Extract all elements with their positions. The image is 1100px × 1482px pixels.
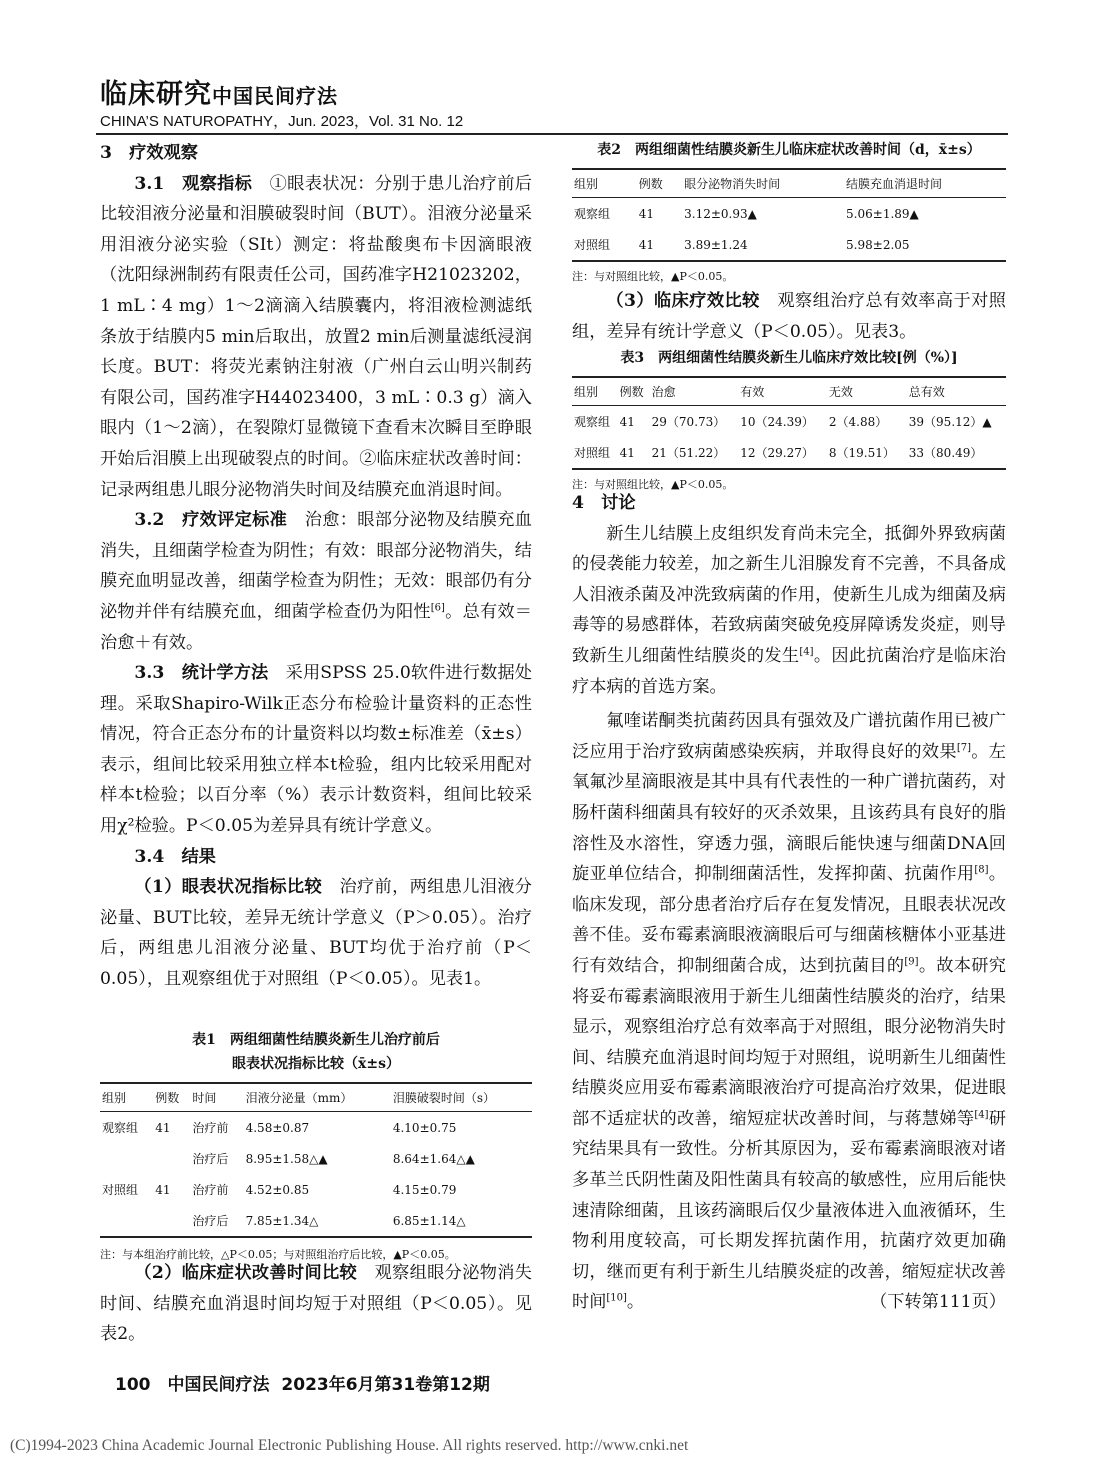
table-1-grid <box>100 1082 532 1238</box>
page-footer <box>115 1370 490 1395</box>
table-1-note: 注：与本组治疗前比较，△P＜0.05；与对照组治疗后比较，▲P＜0.05。 <box>100 1248 456 1261</box>
table-1 <box>100 1028 532 1266</box>
table-row <box>572 198 1006 230</box>
journal-name: 中国民间疗法 <box>212 84 338 108</box>
table-cell: 对照组 <box>102 1183 139 1197</box>
table-header-cell: 有效 <box>738 377 827 406</box>
left-column-bottom <box>100 1258 532 1350</box>
table-header-cell: 时间 <box>190 1083 243 1112</box>
table-row <box>100 1112 532 1144</box>
section-4-title: 4 讨论 <box>572 493 636 513</box>
table-row <box>100 1205 532 1237</box>
table-cell: 41 <box>638 206 655 221</box>
table-cell: 治疗前 <box>192 1121 229 1135</box>
right-column-discussion <box>572 488 1006 1318</box>
ref-6: [6] <box>430 602 445 614</box>
table-cell: 41 <box>155 1182 171 1197</box>
table-cell: 2（4.88） <box>828 415 888 429</box>
table-3-caption: 表3 两组细菌性结膜炎新生儿临床疗效比较[例（%）] <box>620 350 958 366</box>
table-cell: 4.58±0.87 <box>245 1120 310 1135</box>
table-header-cell: 例数 <box>618 377 650 406</box>
table-cell: 6.85±1.14△ <box>391 1205 532 1237</box>
discussion-p2-e: 研究结果具有一致性。分析其原因为，妥布霉素滴眼液对诸多革兰氏阴性菌及阳性菌具有较高的敏感性，应用后能快速清除细菌，且该药滴眼后仅少量液体进入血液循环，生物利用度较高，可长期发挥抗菌作用，抗菌疗效更加确切，继而更有利于新生儿结膜炎症的改善，缩短症状改善时间 <box>572 1108 1006 1313</box>
left-column <box>100 138 532 995</box>
section-3-2-head: 3.2 疗效评定标准 <box>134 510 288 531</box>
table-cell: 41 <box>619 414 635 429</box>
table-cell: 观察组 <box>574 207 611 221</box>
table-header-cell: 眼分泌物消失时间 <box>682 169 844 198</box>
table-header-cell: 例数 <box>637 169 682 198</box>
table-header-cell: 无效 <box>827 377 907 406</box>
table-cell <box>100 1205 153 1237</box>
continued-note: （下转第111页） <box>870 1292 1006 1313</box>
discussion-p2-a: 氟喹诺酮类抗菌药因具有强效及广谱抗菌作用已被广泛应用于治疗致病菌感染疾病，并取得良好的效果 <box>572 711 1006 762</box>
section-3-1-head: 3.1 观察指标 <box>134 173 253 194</box>
table-1-caption-line-1: 表1 两组细菌性结膜炎新生儿治疗前后 <box>192 1032 440 1048</box>
section-3-2-body: 治愈：眼部分泌物及结膜充血消失，且细菌学检查为阴性；有效：眼部分泌物消失，结膜充血明显改善，细菌学检查为阴性；无效：眼部仍有分泌物并伴有结膜充血，细菌学检查仍为阳性 <box>100 510 532 622</box>
result-3-body: 观察组治疗总有效率高于对照组，差异有统计学意义（P＜0.05）。见表3。 <box>572 291 1006 342</box>
result-2-head: （2）临床症状改善时间比较 <box>134 1263 358 1283</box>
table-cell: 4.15±0.79 <box>392 1182 457 1197</box>
table-2-caption: 表2 两组细菌性结膜炎新生儿临床症状改善时间（d，x̄±s） <box>597 142 981 158</box>
table-header-cell: 组别 <box>100 1083 153 1112</box>
discussion-paragraph-1 <box>572 519 1006 703</box>
ref-4b: [4] <box>974 1109 989 1121</box>
result-2 <box>100 1258 532 1350</box>
discussion-p2-f: 。 <box>626 1292 645 1313</box>
table-cell: 治疗前 <box>192 1183 229 1197</box>
result-3 <box>572 286 1006 347</box>
header-rule <box>96 133 1008 135</box>
table-row <box>100 1174 532 1205</box>
table-cell: 对照组 <box>572 437 618 469</box>
page-number: 100 <box>115 1375 151 1395</box>
table-cell: 治疗后 <box>190 1205 243 1237</box>
table-cell: 39（95.12）▲ <box>908 415 992 429</box>
section-3-1-body: ①眼表状况：分别于患儿治疗前后比较泪液分泌量和泪膜破裂时间（BUT）。泪液分泌量采用泪液分泌实验（SIt）测定：将盐酸奥布卡因滴眼液（沈阳绿洲制药有限责任公司，国药准字H21023202，1 mL∶4 mg）1～2滴滴入结膜囊内，将泪液检测滤纸条放于结膜内5 min后取出，放置2 min后测量滤纸浸润长度。BUT：将荧光素钠注射液（广州白云山明兴制药有限公司，国药准字H44023400，3 mL∶0.3 g）滴入眼内（1～2滴），在裂隙灯显微镜下查看末次瞬目至睁眼开始后泪膜上出现破裂点的时间。②临床症状改善时间：记录两组患儿眼分泌物消失时间及结膜充血消退时间。 <box>100 173 532 500</box>
table-cell: 12（29.27） <box>738 437 827 469</box>
discussion-p1-tail: 。因此抗菌治疗是临床治疗本病的首选方案。 <box>572 645 1006 697</box>
journal-english-line: CHINA’S NATUROPATHY，Jun. 2023，Vol. 31 No. 12 <box>100 113 464 130</box>
result-1-body: 治疗前，两组患儿泪液分泌量、BUT比较，差异无统计学意义（P＞0.05）。治疗后，两组患儿泪液分泌量、BUT均优于治疗前（P＜0.05），且观察组优于对照组（P＜0.05）。见表1。 <box>100 877 532 990</box>
table-header-row <box>100 1083 532 1112</box>
table-cell: 5.06±1.89▲ <box>846 206 919 221</box>
table-3 <box>572 346 1006 496</box>
table-cell: 治疗后 <box>192 1152 229 1166</box>
table-cell: 41 <box>618 437 650 469</box>
table-cell: 10（24.39） <box>740 415 814 429</box>
table-2-note: 注：与对照组比较，▲P＜0.05。 <box>572 270 734 283</box>
footer-journal-issue: 中国民间疗法 2023年6月第31卷第12期 <box>167 1375 490 1395</box>
table-header-row <box>572 377 1006 406</box>
table-header-cell: 组别 <box>572 377 618 406</box>
table-header-cell: 组别 <box>572 169 637 198</box>
table-cell: 5.98±2.05 <box>844 229 1006 261</box>
table-row <box>572 406 1006 438</box>
result-1 <box>100 872 532 994</box>
table-cell: 41 <box>155 1120 171 1135</box>
table-cell: 41 <box>637 229 682 261</box>
table-cell: 29（70.73） <box>651 415 726 429</box>
table-cell: 4.52±0.85 <box>245 1182 310 1197</box>
table-cell: 8（19.51） <box>827 437 907 469</box>
result-3-head: （3）临床疗效比较 <box>606 291 760 311</box>
table-2-grid <box>572 168 1006 262</box>
ref-9: [9] <box>904 956 919 968</box>
section-3-1 <box>100 169 532 506</box>
discussion-p2-d: 。故本研究将妥布霉素滴眼液用于新生儿细菌性结膜炎的治疗，结果显示，观察组治疗总有效率高于对照组，眼分泌物消失时间、结膜充血消退时间均短于对照组，说明新生儿细菌性结膜炎应用妥布霉素滴眼液治疗可提高治疗效果，促进眼部不适症状的改善，缩短症状改善时间，与蒋慧娣等 <box>572 955 1006 1129</box>
table-cell <box>100 1143 153 1174</box>
table-cell: 对照组 <box>572 229 637 261</box>
section-3-2 <box>100 505 532 658</box>
table-cell: 8.64±1.64△▲ <box>392 1151 475 1166</box>
section-3-title: 3 疗效观察 <box>100 143 198 163</box>
ref-4: [4] <box>799 646 814 658</box>
section-3-3-body: 采用SPSS 25.0软件进行数据处理。采取Shapiro-Wilk正态分布检验计量资料的正态性情况，符合正态分布的计量资料以均数±标准差（x̄±s）表示，组间比较采用独立样本t检验，组内比较采用配对样本t检验；以百分率（%）表示计数资料，组间比较采用χ²检验。P＜0.05为差异具有统计学意义。 <box>100 663 532 837</box>
table-cell: 33（80.49） <box>907 437 1006 469</box>
section-3-4-head: 3.4 结果 <box>134 846 216 867</box>
ref-8: [8] <box>974 864 989 876</box>
table-3-grid <box>572 376 1006 470</box>
table-cell: 7.85±1.34△ <box>244 1205 391 1237</box>
table-cell: 观察组 <box>574 415 611 429</box>
copyright-line: (C)1994-2023 China Academic Journal Electronic Publishing House. All rights reserved. http://www.cnki.net <box>10 1437 689 1454</box>
table-1-caption-line-2: 眼表状况指标比较（x̄±s） <box>232 1056 400 1072</box>
table-header-cell: 泪液分泌量（mm） <box>244 1083 391 1112</box>
journal-header <box>100 72 338 111</box>
discussion-p1-text: 新生儿结膜上皮组织发育尚未完全，抵御外界致病菌的侵袭能力较差，加之新生儿泪腺发育不完善，不具备成人泪液杀菌及冲洗致病菌的作用，使新生儿成为细菌及病毒等的易感群体，若致病菌突破免疫屏障诱发炎症，则导致新生儿细菌性结膜炎的发生 <box>572 523 1006 666</box>
table-cell <box>153 1143 190 1174</box>
table-header-cell: 总有效 <box>907 377 1006 406</box>
section-3-2-tail: 。总有效＝治愈＋有效。 <box>100 601 532 653</box>
result-2-body: 观察组眼分泌物消失时间、结膜充血消退时间均短于对照组（P＜0.05）。见表2。 <box>100 1263 532 1345</box>
table-cell: 21（51.22） <box>650 437 739 469</box>
table-2 <box>572 138 1006 288</box>
table-cell: 3.89±1.24 <box>682 229 844 261</box>
discussion-p2-b: 。左氧氟沙星滴眼液是其中具有代表性的一种广谱抗菌药，对肠杆菌科细菌具有较好的灭杀效果，且该药具有良好的脂溶性及水溶性，穿透力强，滴眼后能快速与细菌DNA回旋亚单位结合，抑制细菌活性，发挥抑菌、抗菌作用 <box>572 741 1006 885</box>
section-label: 临床研究 <box>100 79 212 110</box>
table-cell: 8.95±1.58△▲ <box>245 1151 328 1166</box>
section-3-3-head: 3.3 统计学方法 <box>134 663 269 684</box>
section-3-3 <box>100 658 532 842</box>
table-header-row <box>572 169 1006 198</box>
result-1-head: （1）眼表状况指标比较 <box>134 877 322 898</box>
table-3-note: 注：与对照组比较，▲P＜0.05。 <box>572 478 734 491</box>
table-header-cell: 结膜充血消退时间 <box>844 169 1006 198</box>
table-header-cell: 治愈 <box>650 377 739 406</box>
table-row <box>572 437 1006 469</box>
table-cell: 4.10±0.75 <box>392 1120 457 1135</box>
right-column-result-3 <box>572 286 1006 347</box>
table-header-cell: 泪膜破裂时间（s） <box>391 1083 532 1112</box>
table-cell: 观察组 <box>102 1121 139 1135</box>
table-header-cell: 例数 <box>153 1083 190 1112</box>
ref-10: [10] <box>606 1292 627 1304</box>
table-row <box>100 1143 532 1174</box>
ref-7: [7] <box>956 742 971 754</box>
table-row <box>572 229 1006 261</box>
discussion-p2-c: 。临床发现，部分患者治疗后存在复发情况，且眼表状况改善不佳。妥布霉素滴眼液滴眼后可与细菌核糖体小亚基进行有效结合，抑制细菌合成，达到抗菌目的 <box>572 864 1006 976</box>
table-cell <box>153 1205 190 1237</box>
discussion-paragraph-2 <box>572 706 1006 1318</box>
table-cell: 3.12±0.93▲ <box>684 206 757 221</box>
